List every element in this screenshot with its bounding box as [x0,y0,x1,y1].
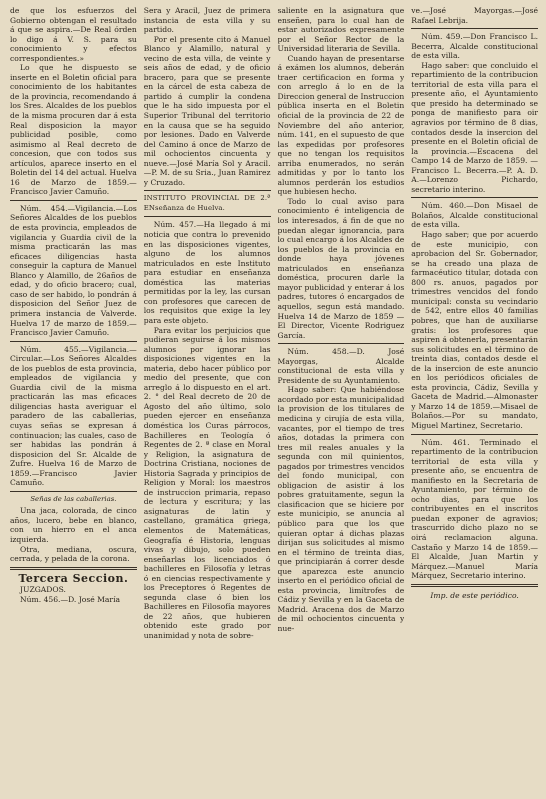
article-paragraph: Núm. 455.—Vigilancia.—Circular.—Los Señores Alcaldes de los pueblos de esta provincia, empleados de vigilancia y Guardia civil de la misma practicarán las mas eficaces diligencias hasta averiguar el paradero de las caballerias, cuyas señas se expresan á continuacion; las cuales, caso de ser habidas las pondrán á disposicion del Sr. Alcalde de Zufre. Huelva 16 de Marzo de 1859.—Francisco Javier Camuño. [10,344,137,488]
article-paragraph: Cuando hayan de presentarse á exámen los alumnos, deberán traer certificacion en forma y con arreglo á lo en de la Direccion general de Instruccion pública inserta en el Boletin oficial de la provincia de 22 de Noviembre del año anterior, núm. 141, en el supuesto de que las expedidas por profesores que no tengan los requisitos arriba enumerados, no serán admitidas y por lo tanto los alumnos perderán los estudios que hubiesen hecho. [277,53,405,197]
article-paragraph: Núm. 460.—Don Misael de Bolaños, Alcalde constitucional de esta villa. [411,201,538,230]
column-rule [10,200,137,201]
column-rule [411,197,538,198]
column-rule [144,216,271,217]
subsection-title: Señas de las caballerias. [30,494,117,503]
column-rule [10,567,137,570]
article-paragraph: Una jaca, colorada, de cinco años, lucero, bebe en blanco, con un hierro en el anca izquierda. [10,506,137,544]
article-paragraph: Sera y Aracil, Juez de primera instancia de esta villa y su partido. [143,6,271,35]
column-rule [144,190,271,191]
article-paragraph: JUZGADOS. [20,585,66,595]
article-paragraph: Lo que he dispuesto se inserte en el Boletin oficial para conocimiento de los habitantes de la provincia, recomendando á los Sres. Alcaldes de los pueblos de la misma procuren dar á esta Real disposicion la mayor publicidad posible, como asimismo al Real decreto de concesion, que con todos sus artículos, aparece inserto en el Boletin del 14 del actual. Huelva 16 de Marzo de 1859.—Francisco Javier Camuño. [10,63,137,197]
printer-imprint: Imp. de este periódico. [430,590,519,600]
article-paragraph: Hago saber: que concluido el repartimiento de la contribucion territorial de esta villa para el presente año, el Ayuntamiento que presido ha determinado se ponga de manifiesto para oir agravios por término de 8 dias, contados desde la insercion del presente en el Boletin oficial de la provincia.—Escacena del Campo 14 de Marzo de 1859. —Francisco L. Becerra.—P. A. D. A.—Lorenzo Pichardo, secretario interino. [411,60,538,194]
section-heading: Tercera Seccion. [18,571,129,585]
article-paragraph: Hago saber: Que habiéndose acordado por esta municipalidad la provision de los titulares de medicina y cirujía de esta villa, vacantes, por el tiempo de tres años, dotadas la primera con tres mil reales anuales y la segunda con mil quinientos, pagados por trimestres vencidos del fondo municipal, con obligacion de asistir á los pobres gratuitamente, segun la clasificacion que se hiciere por este municipio, se anuncia al público para que los que quieran optar á dichas plazas dirijan sus solicitudes al mismo en el término de treinta dias, que principiarán á correr desde que aparezca este anuncio inserto en el periódico oficial de esta provincia, limítrofes de Cádiz y Sevilla y en la Gaceta de Madrid. Aracena dos de Marzo de mil ochocientos cincuenta y nue- [277,385,405,633]
article-paragraph: Núm. 454.—Vigilancia.—Los Señores Alcaldes de los pueblos de esta provincia, empleados de vigilancia y Guardia civil de la misma practicarán las mas eficaces diligencias hasta conseguir la captura de Manuel Blanco y Alamillo, de 26años de edad, y do oficio bracero; cual, caso de ser habido, lo pondrán á disposicion del Señor Juez de primera instancia de Valverde. Huelva 17 de marzo de 1859.—Francisco Javier Camuño. [10,203,137,338]
column-2 [144,6,271,799]
column-3 [278,6,405,799]
article-paragraph: Por el presente cito á Manuel Blanco y Alamillo, natural y vecino de esta villa, de veinte y seis años de edad, y de oficio bracero, para que se presente en la cárcel de esta cabeza de partido á cumplir la condena que le ha sido impuesta por el Superior Tribunal del territorio en la causa que se ha seguido por lesiones. Dado en Valverde del Camino á once de Marzo de mil ochocientos cincuenta y nueve.—José María Sol y Aracil.—P. M. de su Sria., Juan Ramirez y Cruzado. [143,34,271,187]
column-rule [411,28,538,29]
article-paragraph: Núm. 461. Terminado el repartimento de la contribucion territorial de esta villa y presente año, se encuentra de manifiesto en la Secretaria de Ayuntamiento, por término de ocho dias, para que los contribuyentes en el inscritos puedan exponer de agravios; trascurrido dicho plazo no se oirá reclamacion alguna. Castaño y Marzo 14 de 1859.—El Alcalde, Juan Martin y Márquez.—Manuel María Márquez, Secretario interino. [411,437,538,581]
column-1 [10,6,137,799]
article-paragraph: de que los esfuerzos del Gobierno obtengan el resultado á que se aspira.—De Real órden lo digo á V. S. para su conocimiento y efectos correspondientes.» [10,6,137,63]
column-rule [278,343,405,344]
article-paragraph: Núm. 458.—D. José Mayorgas, Alcalde constitucional de esta villa y Presidente de su Ayuntamiento. [277,347,405,385]
article-paragraph: Núm. 459.—Don Francisco L. Becerra, Alcalde constitucional de esta villa. [411,32,538,61]
article-paragraph: Núm. 456.—D. José María [20,594,121,604]
column-rule [411,584,538,587]
article-paragraph: Otra, mediana, oscura, cerrada, y pelada de la corona. [10,544,137,564]
article-paragraph: ve.—José Mayorgas.—José Rafael Lebrija. [411,6,538,25]
article-paragraph: Para evitar los perjuicios que pudieran seguirse á los mismos alumnos por ignorar las disposiciones vigentes en la materia, debo hacer público por medio del presente, que con arreglo á lo dispuesto en el art. 2. ° del Real decreto de 20 de Agosto del año último, solo pueden ejercer en enseñanza doméstica los Curas párrocos, Bachilleres en Teología ó Regentes de 2. ª clase en Moral y Religion, la asignatura de Doctrina Cristiana, nociones de Historia Sagrada y principios de Religion y Moral: los maestros de instruccion primaria, repaso de lectura y escritura; y las asignaturas de latin y castellano, gramática griega, elementos de Matemáticas, Geografía é Historia, lenguas vivas y dibujo, solo pueden enseñarlas los licenciados ó bachilleres en Filosofía y letras ó en ciencias respectivamente y los Preceptores ó Regentes de segunda clase ó bien los Bachilleres en Filosofía mayores de 22 años, que hubieren obtenido este grado por unanimidad y nota de sobre- [143,325,271,640]
article-paragraph: Hago saber; que por acuerdo de este municipio, con aprobacion del Sr. Gobernador, se ha creado una plaza de farmacéutico titular, dotada con 800 rs. anuos, pagados por trimestres vencidos del fondo municipal: consta su vecindario de 542, entre ellos 40 familias pobres, que han de auxiliarse gratis: los profesores que aspiren á obtenerla, presentarán sus solicitudes en el término de treinta dias, contados desde el de la insercion de este anuncio en los periódicos oficiales de esta provincia, Cádiz, Sevilla y Gaceta de Madrid.—Almonaster y Marzo 14 de 1859.—Misael de Bolaños.—Por su mandato, Miguel Martinez, Secretario. [411,230,538,430]
article-paragraph: saliente en la asignatura que enseñen, para lo cual han de estar autorizados expresamente por el Señor Rector de la Universidad literaria de Sevilla. [277,6,405,54]
institution-heading: INSTITUTO PROVINCIAL DE 2.ª ENseñanza de Huelva. [143,194,271,212]
column-rule [411,434,538,435]
column-rule [10,341,137,342]
article-paragraph: Núm. 457.—Ha llegado á mi noticia que contra lo prevenido en las disposiciones vigentes, alguno de los alumnos matriculados en este Instituto para estudiar en enseñanza doméstica las materias permitidas por la ley, las cursan con profesores que carecen de los requisitos que exige la ley para este objeto. [143,220,271,325]
column-rule [10,491,137,492]
column-4 [411,6,538,799]
article-paragraph: Todo lo cual aviso para conocimiento é inteligencia de los interesados, á fin de que no puedan alegar ignorancia, para lo cual encargo á los Alcaldes de los pueblos de la provincia en donde haya jóvenes matriculados en enseñanza doméstica, procuren darle la mayor publicidad y enterar á los padres, tutores ó encargados de aquellos, segun está mandado. Huelva 14 de Marzo de 1859 —El Director, Vicente Rodriguez García. [277,196,405,340]
